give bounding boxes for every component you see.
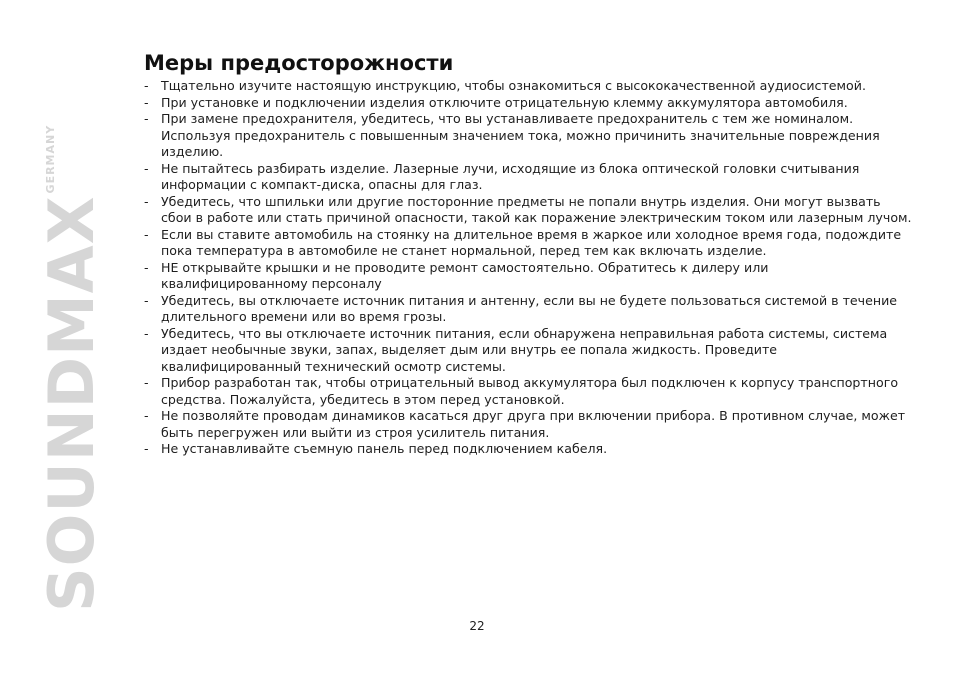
list-item — [144, 111, 914, 161]
bullet-dash: - — [144, 375, 149, 390]
bullet-dash: - — [144, 259, 149, 275]
list-item-text: Не позволяйте проводам динамиков касаться друг друга при включении прибора. В противном случае, может быть перегружен или выйти из строя усилитель питания. — [161, 408, 906, 440]
list-item-text: Не устанавливайте съемную панель перед подключением кабеля. — [161, 441, 608, 456]
list-item-text: Если вы ставите автомобиль на стоянку на длительное время в жаркое или холодное время года, подождите пока температура в автомобиле не станет нормальной, перед тем как включать изделие. — [161, 226, 902, 258]
list-item-text: Прибор разработан так, чтобы отрицательный вывод аккумулятора был подключен к корпусу транспортного средства. Пожалуйста, убедитесь в этом перед установкой. — [161, 375, 899, 407]
list-item — [144, 78, 914, 95]
list-item — [144, 441, 914, 458]
list-item — [144, 326, 914, 376]
list-item — [144, 194, 914, 227]
brand-sub: GERMANY — [44, 124, 57, 194]
list-item-text: При замене предохранителя, убедитесь, что вы устанавливаете предохранитель с тем же номиналом. Используя предохранитель с повышенным значением тока, можно причинить значительные повреждения изделию. — [161, 111, 880, 159]
bullet-dash: - — [144, 94, 149, 110]
list-item — [144, 293, 914, 326]
list-item-text: При установке и подключении изделия отключите отрицательную клемму аккумулятора автомобиля. — [161, 94, 848, 110]
bullet-dash: - — [144, 78, 149, 93]
bullet-dash: - — [144, 292, 149, 308]
brand-logo — [35, 124, 108, 612]
list-item — [144, 375, 914, 408]
bullet-dash: - — [144, 111, 149, 126]
list-item — [144, 161, 914, 194]
list-item — [144, 408, 914, 441]
list-item-text: Убедитесь, что вы отключаете источник питания, если обнаружена неправильная работа системы, система издает необычные звуки, запах, выделяет дым или внутрь ее попала жидкость. Проведите квалифицированный технический осмотр системы. — [161, 325, 888, 374]
bullet-dash: - — [144, 408, 149, 423]
list-item-text: Убедитесь, что шпильки или другие посторонние предметы не попали внутрь изделия. Они могут вызвать сбои в работе или стать причиной опасности, такой как поражение электрическим током или лазерным лучом. — [161, 193, 912, 225]
brand-name: SOUNDMAX — [35, 195, 108, 612]
list-item — [144, 95, 914, 112]
main-content — [144, 49, 914, 458]
precautions-list — [144, 78, 914, 458]
bullet-dash: - — [144, 160, 149, 176]
list-item-text: НЕ открывайте крышки и не проводите ремонт самостоятельно. Обратитесь к дилеру или квалифицированному персоналу — [161, 259, 769, 291]
page-title: Меры предосторожности — [144, 51, 454, 75]
list-item-text: Убедитесь, вы отключаете источник питания и антенну, если вы не будете пользоваться системой в течение длительного времени или во время грозы. — [161, 292, 898, 324]
page-number: 22 — [469, 619, 485, 633]
bullet-dash: - — [144, 193, 149, 209]
list-item-text: Тщательно изучите настоящую инструкцию, чтобы ознакомиться с высококачественной аудиосистемой. — [161, 78, 866, 93]
list-item — [144, 260, 914, 293]
list-item-text: Не пытайтесь разбирать изделие. Лазерные лучи, исходящие из блока оптической головки считывания информации с компакт-диска, опасны для глаз. — [161, 160, 860, 192]
bullet-dash: - — [144, 226, 149, 242]
bullet-dash: - — [144, 441, 149, 456]
bullet-dash: - — [144, 325, 149, 341]
list-item — [144, 227, 914, 260]
